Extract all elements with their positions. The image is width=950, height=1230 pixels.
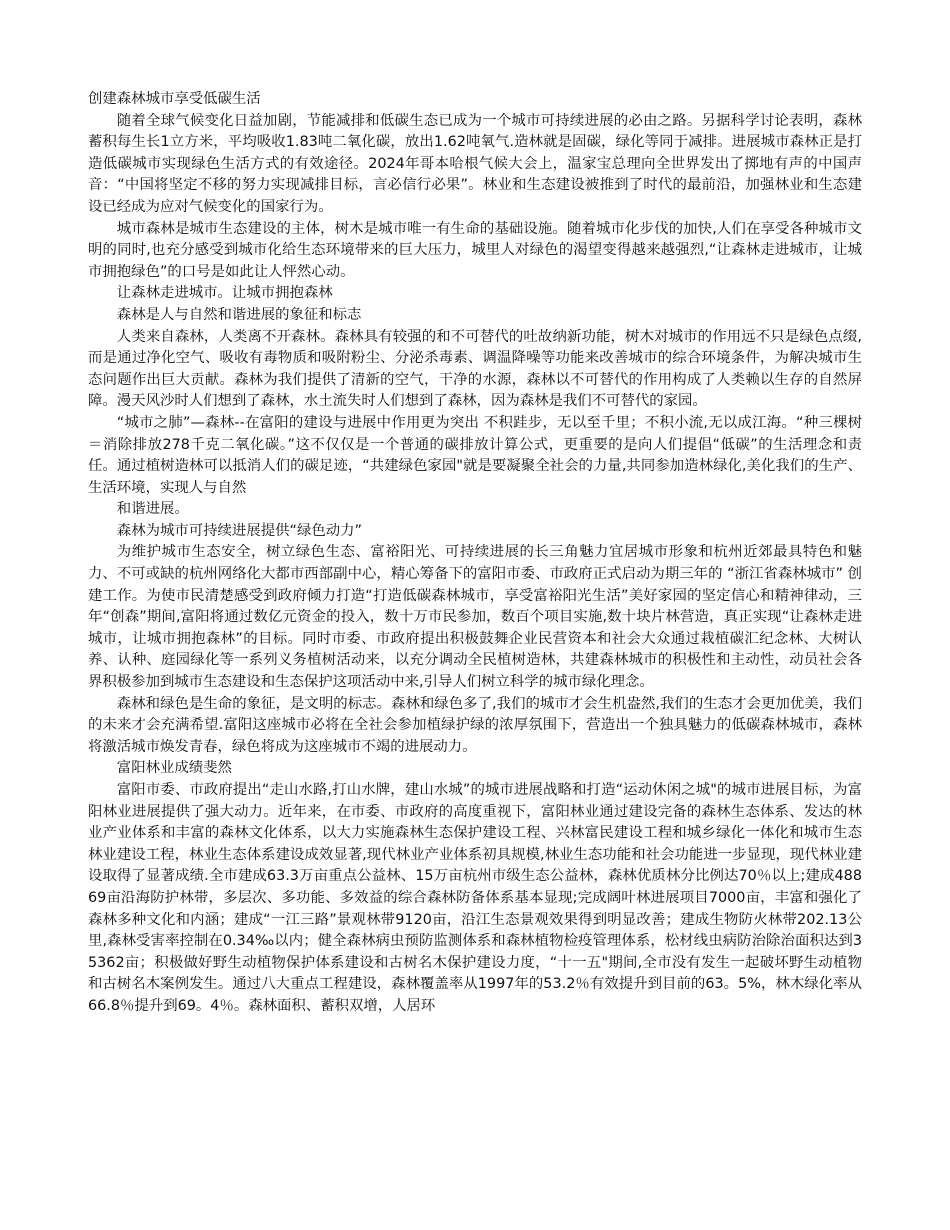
document-title: 创建森林城市享受低碳生活	[88, 91, 261, 107]
section-heading: 让森林走进城市。让城市拥抱森林	[116, 285, 333, 302]
section-heading: 富阳林业成绩斐然	[116, 760, 232, 777]
paragraph: 城市森林是城市生态建设的主体，树木是城市唯一有生命的基础设施。随着城市化步伐的加快,人们在享受各种城市文明的同时,也充分感受到城市化给生态环境带来的巨大压力，城里人对绿色的渴望变得越来越强烈,“让森林走进城市，让城市拥抱绿色”的口号是如此让人怦然心动。	[88, 220, 862, 280]
document-page	[88, 89, 862, 1018]
section-heading: 森林是人与自然和谐进展的象征和标志	[116, 306, 362, 323]
section-heading: 森林为城市可持续进展提供“绿色动力”	[116, 522, 362, 539]
paragraph-continuation: 和谐进展。	[116, 501, 189, 518]
paragraph: 森林和绿色是生命的象征，是文明的标志。森林和绿色多了,我们的城市才会生机盎然,我们的生态才会更加优美，我们的未来才会充满希望.富阳这座城市必将在全社会参加植绿护绿的浓厚氛围下，营造出一个独具魅力的低碳森林城市，森林将激活城市焕发青春，绿色将成为这座城市不竭的进展动力。	[88, 695, 862, 755]
paragraph: 富阳市委、市政府提出“走山水路,打山水牌，建山水城”的城市进展战略和打造“运动休闲之城"的城市进展目标，为富阳林业进展提供了强大动力。近年来，在市委、市政府的高度重视下，富阳林业通过建设完备的森林生态体系、发达的林业产业体系和丰富的森林文化体系，以大力实施森林生态保护建设工程、兴林富民建设工程和城乡绿化一体化和城市生态林业建设工程，林业生态体系建设成效显著,现代林业产业体系初具规模,林业生态功能和社会功能进一步显现，现代林业建设取得了显著成绩.全市建成63.3万亩重点公益林、15万亩杭州市级生态公益林，森林优质林分比例达70％以上;建成48869亩沿海防护林带，多层次、多功能、多效益的综合森林防备体系基本显现;完成阔叶林进展项目7000亩，丰富和强化了森林多种文化和内涵；建成“一江三路”景观林带9120亩，沿江生态景观效果得到明显改善；建成生物防火林带202.13公里,森林受害率控制在0.34‰以内；健全森林病虫预防监测体系和森林植物检疫管理体系，松材线虫病防治除治面积达到35362亩；积极做好野生动植物保护体系建设和古树名木保护建设力度，“十一五"期间,全市没有发生一起破坏野生动植物和古树名木案例发生。通过八大重点工程建设，森林覆盖率从1997年的53.2％有效提升到目前的63。5%，林木绿化率从66.8％提升到69。4％。森林面积、蓄积双增，人居环	[88, 782, 862, 1014]
paragraph: 随着全球气候变化日益加剧，节能减排和低碳生态已成为一个城市可持续进展的必由之路。另据科学讨论表明，森林蓄积每生长1立方米，平均吸收1.83吨二氧化碳，放出1.62吨氧气.造林就是固碳，绿化等同于减排。进展城市森林正是打造低碳城市实现绿色生活方式的有效途径。2024年哥本哈根气候大会上，温家宝总理向全世界发出了掷地有声的中国声音：“中国将坚定不移的努力实现减排目标，言必信行必果”。林业和生态建设被推到了时代的最前沿，加强林业和生态建设已经成为应对气候变化的国家行为。	[88, 112, 862, 215]
paragraph: 为维护城市生态安全，树立绿色生态、富裕阳光、可持续进展的长三角魅力宜居城市形象和杭州近郊最具特色和魅力、不可或缺的杭州网络化大都市西部副中心，精心筹备下的富阳市委、市政府正式启动为期三年的 “浙江省森林城市” 创建工作。为使市民清楚感受到政府倾力打造“打造低碳森林城市，享受富裕阳光生活”美好家园的坚定信心和精神律动，三年“创森”期间,富阳将通过数亿元资金的投入，数十万市民参加，数百个项目实施,数十块片林营造，真正实现“让森林走进城市，让城市拥抱森林”的目标。同时市委、市政府提出积极鼓舞企业民营资本和社会大众通过栽植碳汇纪念林、大树认养、认种、庭园绿化等一系列义务植树活动来，以充分调动全民植树造林，共建森林城市的积极性和主动性，动员社会各界积极参加到城市生态建设和生态保护这项活动中来,引导人们树立科学的城市绿化理念。	[88, 544, 862, 691]
paragraph: 人类来自森林，人类离不开森林。森林具有较强的和不可替代的吐故纳新功能，树木对城市的作用远不只是绿色点缀,而是通过净化空气、吸收有毒物质和吸附粉尘、分泌杀毒素、调温降噪等功能来改善城市的综合环境条件，为解决城市生态问题作出巨大贡献。森林为我们提供了清新的空气，干净的水源，森林以不可替代的作用构成了人类赖以生存的自然屏障。漫天风沙时人们想到了森林，水土流失时人们想到了森林，因为森林是我们不可替代的家园。	[88, 328, 862, 410]
paragraph: “城市之肺”—森林--在富阳的建设与进展中作用更为突出 不积跬步，无以至千里；不积小流,无以成江海。“种三棵树＝消除排放278千克二氧化碳。”这不仅仅是一个普通的碳排放计算公式，更重要的是向人们提倡“低碳”的生活理念和责任。通过植树造林可以抵消人们的碳足迹，“共建绿色家园"就是要凝聚全社会的力量,共同参加造林绿化,美化我们的生产、生活环境，实现人与自然	[88, 414, 862, 496]
